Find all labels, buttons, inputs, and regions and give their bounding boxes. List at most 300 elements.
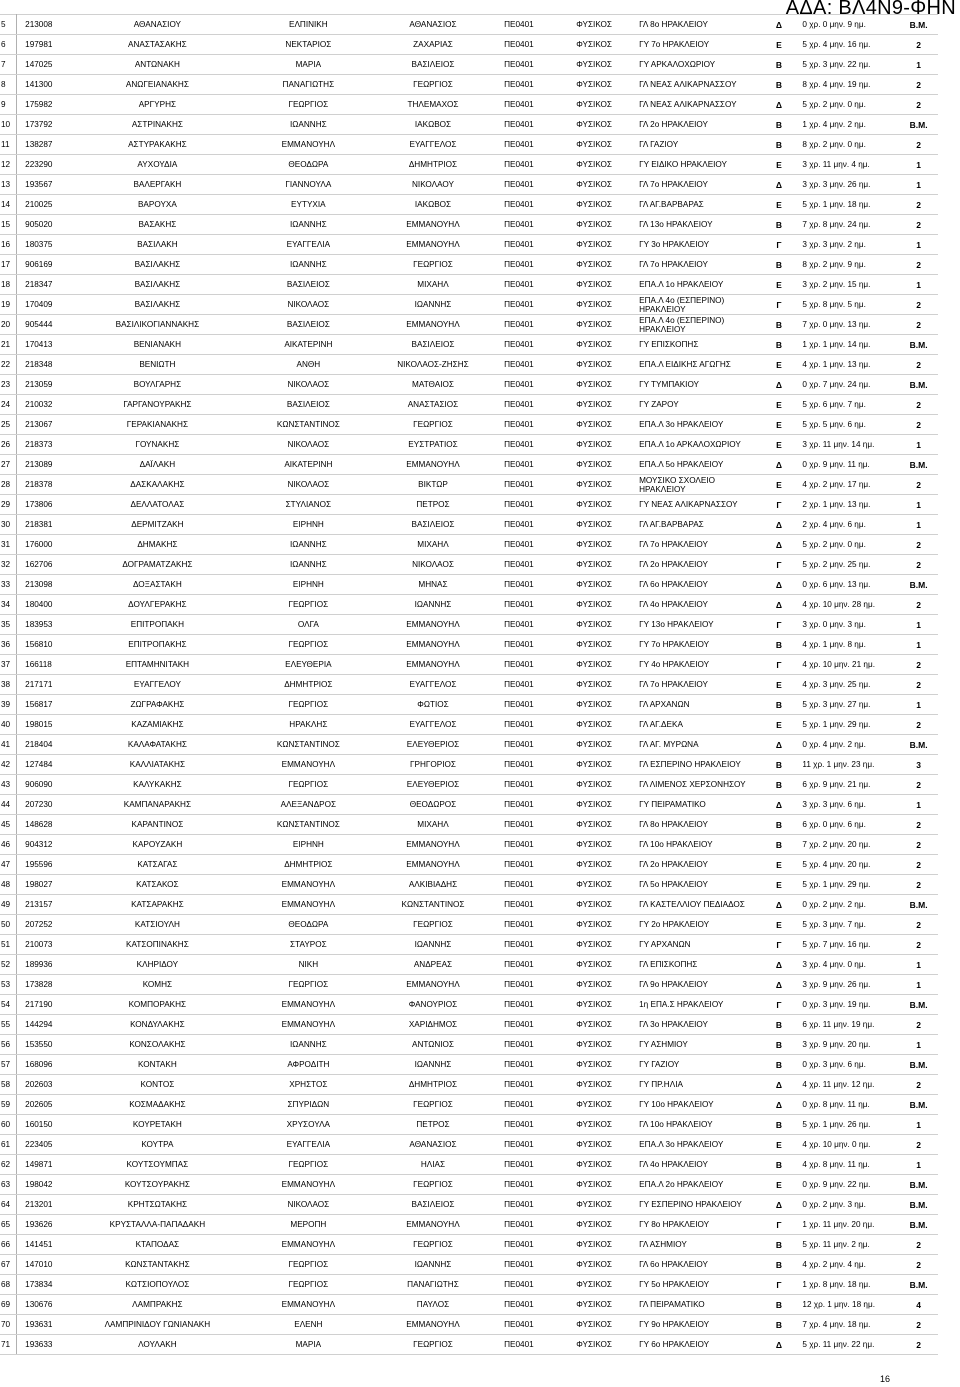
registry-number-cell: 148628 — [17, 815, 78, 835]
specialty-cell: ΦΥΣΙΚΟΣ — [551, 1215, 637, 1235]
table-row — [0, 695, 938, 715]
points-cell: 2 — [899, 555, 938, 575]
table-row — [0, 75, 938, 95]
service-time-cell: 3 χρ. 9 μην. 26 ημ. — [800, 975, 899, 995]
specialty-cell: ΦΥΣΙΚΟΣ — [551, 1095, 637, 1115]
surname-cell: ΒΑΡΟΥΧΑ — [77, 195, 237, 215]
specialty-code-cell: ΠΕ0401 — [487, 1215, 551, 1235]
school-cell: ΓΥ 10ο ΗΡΑΚΛΕΙΟΥ — [637, 1095, 757, 1115]
row-number-cell: 18 — [0, 275, 17, 295]
points-cell: Β.Μ. — [899, 575, 938, 595]
registry-number-cell: 218404 — [17, 735, 78, 755]
category-cell: Γ — [757, 935, 800, 955]
category-cell: Δ — [757, 975, 800, 995]
first-name-cell: ΕΙΡΗΝΗ — [237, 515, 379, 535]
row-number-cell: 69 — [0, 1295, 17, 1315]
points-cell: Β.Μ. — [899, 1095, 938, 1115]
row-number-cell: 36 — [0, 635, 17, 655]
surname-cell: ΚΑΛΑΦΑΤΑΚΗΣ — [77, 735, 237, 755]
specialty-code-cell: ΠΕ0401 — [487, 695, 551, 715]
service-time-cell: 3 χρ. 2 μην. 15 ημ. — [800, 275, 899, 295]
father-name-cell: ΠΑΝΑΓΙΩΤΗΣ — [379, 1275, 486, 1295]
points-cell: 3 — [899, 755, 938, 775]
row-number-cell: 6 — [0, 35, 17, 55]
category-cell: Β — [757, 1255, 800, 1275]
registry-number-cell: 138287 — [17, 135, 78, 155]
specialty-code-cell: ΠΕ0401 — [487, 995, 551, 1015]
school-cell: ΓΛ 5ο ΗΡΑΚΛΕΙΟΥ — [637, 875, 757, 895]
points-cell: 2 — [899, 215, 938, 235]
school-cell: ΓΛ ΑΣΗΜΙΟΥ — [637, 1235, 757, 1255]
registry-number-cell: 141451 — [17, 1235, 78, 1255]
father-name-cell: ΗΛΙΑΣ — [379, 1155, 486, 1175]
specialty-code-cell: ΠΕ0401 — [487, 275, 551, 295]
surname-cell: ΔΑΣΚΑΛΑΚΗΣ — [77, 475, 237, 495]
points-cell: 2 — [899, 395, 938, 415]
first-name-cell: ΣΤΑΥΡΟΣ — [237, 935, 379, 955]
specialty-cell: ΦΥΣΙΚΟΣ — [551, 555, 637, 575]
points-cell: 1 — [899, 975, 938, 995]
first-name-cell: ΚΩΝΣΤΑΝΤΙΝΟΣ — [237, 815, 379, 835]
father-name-cell: ΕΜΜΑΝΟΥΗΛ — [379, 215, 486, 235]
row-number-cell: 60 — [0, 1115, 17, 1135]
registry-number-cell: 168096 — [17, 1055, 78, 1075]
registry-number-cell: 175982 — [17, 95, 78, 115]
row-number-cell: 62 — [0, 1155, 17, 1175]
school-cell: ΓΛ 2ο ΗΡΑΚΛΕΙΟΥ — [637, 115, 757, 135]
surname-cell: ΚΟΝΔΥΛΑΚΗΣ — [77, 1015, 237, 1035]
table-row — [0, 1075, 938, 1095]
row-number-cell: 25 — [0, 415, 17, 435]
service-time-cell: 4 χρ. 2 μην. 4 ημ. — [800, 1255, 899, 1275]
first-name-cell: ΔΗΜΗΤΡΙΟΣ — [237, 675, 379, 695]
category-cell: Δ — [757, 95, 800, 115]
service-time-cell: 11 χρ. 1 μην. 23 ημ. — [800, 755, 899, 775]
points-cell: 1 — [899, 955, 938, 975]
category-cell: Ε — [757, 475, 800, 495]
row-number-cell: 67 — [0, 1255, 17, 1275]
specialty-cell: ΦΥΣΙΚΟΣ — [551, 1055, 637, 1075]
service-time-cell: 5 χρ. 8 μην. 5 ημ. — [800, 295, 899, 315]
registry-number-cell: 170409 — [17, 295, 78, 315]
category-cell: Ε — [757, 275, 800, 295]
service-time-cell: 5 χρ. 11 μην. 2 ημ. — [800, 1235, 899, 1255]
row-number-cell: 47 — [0, 855, 17, 875]
specialty-code-cell: ΠΕ0401 — [487, 1095, 551, 1115]
father-name-cell: ΠΕΤΡΟΣ — [379, 495, 486, 515]
specialty-cell: ΦΥΣΙΚΟΣ — [551, 115, 637, 135]
school-cell: ΓΛ ΕΠΙΣΚΟΠΗΣ — [637, 955, 757, 975]
row-number-cell: 32 — [0, 555, 17, 575]
specialty-cell: ΦΥΣΙΚΟΣ — [551, 975, 637, 995]
table-row — [0, 235, 938, 255]
surname-cell: ΑΣΤΥΡΑΚΑΚΗΣ — [77, 135, 237, 155]
table-row — [0, 995, 938, 1015]
first-name-cell: ΕΜΜΑΝΟΥΗΛ — [237, 1235, 379, 1255]
row-number-cell: 15 — [0, 215, 17, 235]
points-cell: 1 — [899, 55, 938, 75]
school-cell: ΓΥ ΑΣΗΜΙΟΥ — [637, 1035, 757, 1055]
points-cell: 2 — [899, 915, 938, 935]
specialty-cell: ΦΥΣΙΚΟΣ — [551, 855, 637, 875]
table-row — [0, 495, 938, 515]
surname-cell: ΚΟΥΤΣΟΥΜΠΑΣ — [77, 1155, 237, 1175]
specialty-code-cell: ΠΕ0401 — [487, 1115, 551, 1135]
surname-cell: ΚΑΖΑΜΙΑΚΗΣ — [77, 715, 237, 735]
school-cell: ΓΛ ΑΓ.ΒΑΡΒΑΡΑΣ — [637, 515, 757, 535]
category-cell: Γ — [757, 495, 800, 515]
surname-cell: ΒΑΣΙΛΑΚΗΣ — [77, 255, 237, 275]
school-cell: ΓΥ ΕΠΙΣΚΟΠΗΣ — [637, 335, 757, 355]
specialty-cell: ΦΥΣΙΚΟΣ — [551, 95, 637, 115]
specialty-code-cell: ΠΕ0401 — [487, 975, 551, 995]
specialty-code-cell: ΠΕ0401 — [487, 735, 551, 755]
row-number-cell: 28 — [0, 475, 17, 495]
first-name-cell: ΝΙΚΟΛΑΟΣ — [237, 295, 379, 315]
specialty-cell: ΦΥΣΙΚΟΣ — [551, 815, 637, 835]
points-cell: Β.Μ. — [899, 115, 938, 135]
page-number: 16 — [880, 1374, 891, 1384]
school-cell: ΜΟΥΣΙΚΟ ΣΧΟΛΕΙΟ ΗΡΑΚΛΕΙΟΥ — [637, 475, 757, 495]
father-name-cell: ΑΝΔΡΕΑΣ — [379, 955, 486, 975]
registry-number-cell: 193567 — [17, 175, 78, 195]
row-number-cell: 14 — [0, 195, 17, 215]
specialty-cell: ΦΥΣΙΚΟΣ — [551, 775, 637, 795]
registry-number-cell: 218378 — [17, 475, 78, 495]
school-cell: ΕΠΑ.Λ 3ο ΗΡΑΚΛΕΙΟΥ — [637, 415, 757, 435]
table-row — [0, 255, 938, 275]
row-number-cell: 52 — [0, 955, 17, 975]
service-time-cell: 4 χρ. 3 μην. 25 ημ. — [800, 675, 899, 695]
registry-number-cell: 153550 — [17, 1035, 78, 1055]
row-number-cell: 11 — [0, 135, 17, 155]
surname-cell: ΚΑΡΟΥΖΑΚΗ — [77, 835, 237, 855]
service-time-cell: 5 χρ. 2 μην. 25 ημ. — [800, 555, 899, 575]
surname-cell: ΓΟΥΝΑΚΗΣ — [77, 435, 237, 455]
row-number-cell: 44 — [0, 795, 17, 815]
table-row — [0, 1295, 938, 1315]
table-row — [0, 375, 938, 395]
registry-number-cell: 210073 — [17, 935, 78, 955]
registry-number-cell: 218348 — [17, 355, 78, 375]
points-cell: 2 — [899, 195, 938, 215]
points-cell: 2 — [899, 1315, 938, 1335]
father-name-cell: ΠΕΤΡΟΣ — [379, 1115, 486, 1135]
specialty-code-cell: ΠΕ0401 — [487, 595, 551, 615]
surname-cell: ΚΩΤΣΙΟΠΟΥΛΟΣ — [77, 1275, 237, 1295]
surname-cell: ΚΟΜΠΟΡΑΚΗΣ — [77, 995, 237, 1015]
first-name-cell: ΕΛΕΝΗ — [237, 1315, 379, 1335]
surname-cell: ΒΟΥΛΓΑΡΗΣ — [77, 375, 237, 395]
first-name-cell: ΒΑΣΙΛΕΙΟΣ — [237, 315, 379, 335]
specialty-cell: ΦΥΣΙΚΟΣ — [551, 915, 637, 935]
specialty-cell: ΦΥΣΙΚΟΣ — [551, 475, 637, 495]
table-body — [0, 15, 938, 1355]
registry-number-cell: 217190 — [17, 995, 78, 1015]
points-cell: 2 — [899, 655, 938, 675]
specialty-cell: ΦΥΣΙΚΟΣ — [551, 795, 637, 815]
school-cell: ΓΥ 3ο ΗΡΑΚΛΕΙΟΥ — [637, 235, 757, 255]
row-number-cell: 58 — [0, 1075, 17, 1095]
service-time-cell: 0 χρ. 3 μην. 19 ημ. — [800, 995, 899, 1015]
surname-cell: ΑΝΩΓΕΙΑΝΑΚΗΣ — [77, 75, 237, 95]
specialty-code-cell: ΠΕ0401 — [487, 195, 551, 215]
registry-number-cell: 127484 — [17, 755, 78, 775]
registry-number-cell: 156810 — [17, 635, 78, 655]
specialty-cell: ΦΥΣΙΚΟΣ — [551, 1295, 637, 1315]
surname-cell: ΒΑΣΙΛΑΚΗΣ — [77, 275, 237, 295]
category-cell: Δ — [757, 535, 800, 555]
father-name-cell: ΕΜΜΑΝΟΥΗΛ — [379, 1215, 486, 1235]
service-time-cell: 1 χρ. 8 μην. 18 ημ. — [800, 1275, 899, 1295]
father-name-cell: ΝΙΚΟΛΑΟΥ — [379, 175, 486, 195]
specialty-code-cell: ΠΕ0401 — [487, 815, 551, 835]
first-name-cell: ΙΩΑΝΝΗΣ — [237, 535, 379, 555]
registry-number-cell: 213008 — [17, 15, 78, 35]
registry-number-cell: 213089 — [17, 455, 78, 475]
category-cell: Β — [757, 335, 800, 355]
specialty-cell: ΦΥΣΙΚΟΣ — [551, 1235, 637, 1255]
school-cell: ΓΥ 7ο ΗΡΑΚΛΕΙΟΥ — [637, 635, 757, 655]
service-time-cell: 0 χρ. 9 μην. 11 ημ. — [800, 455, 899, 475]
surname-cell: ΔΟΥΛΓΕΡΑΚΗΣ — [77, 595, 237, 615]
first-name-cell: ΕΥΑΓΓΕΛΙΑ — [237, 1135, 379, 1155]
service-time-cell: 4 χρ. 2 μην. 17 ημ. — [800, 475, 899, 495]
registry-number-cell: 210032 — [17, 395, 78, 415]
specialty-cell: ΦΥΣΙΚΟΣ — [551, 1195, 637, 1215]
specialty-cell: ΦΥΣΙΚΟΣ — [551, 15, 637, 35]
registry-number-cell: 904312 — [17, 835, 78, 855]
father-name-cell: ΕΜΜΑΝΟΥΗΛ — [379, 1315, 486, 1335]
category-cell: Ε — [757, 675, 800, 695]
registry-number-cell: 166118 — [17, 655, 78, 675]
specialty-cell: ΦΥΣΙΚΟΣ — [551, 1035, 637, 1055]
category-cell: Γ — [757, 615, 800, 635]
father-name-cell: ΕΛΕΥΘΕΡΙΟΣ — [379, 775, 486, 795]
service-time-cell: 6 χρ. 0 μην. 6 ημ. — [800, 815, 899, 835]
specialty-code-cell: ΠΕ0401 — [487, 755, 551, 775]
registry-number-cell: 130676 — [17, 1295, 78, 1315]
service-time-cell: 5 χρ. 4 μην. 16 ημ. — [800, 35, 899, 55]
category-cell: Ε — [757, 915, 800, 935]
row-number-cell: 43 — [0, 775, 17, 795]
first-name-cell: ΜΑΡΙΑ — [237, 55, 379, 75]
row-number-cell: 71 — [0, 1335, 17, 1355]
specialty-code-cell: ΠΕ0401 — [487, 795, 551, 815]
service-time-cell: 6 χρ. 9 μην. 21 ημ. — [800, 775, 899, 795]
registry-number-cell: 906169 — [17, 255, 78, 275]
registry-number-cell: 213067 — [17, 415, 78, 435]
specialty-code-cell: ΠΕ0401 — [487, 675, 551, 695]
service-time-cell: 0 χρ. 7 μην. 24 ημ. — [800, 375, 899, 395]
category-cell: Β — [757, 1015, 800, 1035]
father-name-cell: ΕΥΑΓΓΕΛΟΣ — [379, 715, 486, 735]
specialty-code-cell: ΠΕ0401 — [487, 495, 551, 515]
points-cell: 2 — [899, 355, 938, 375]
service-time-cell: 4 χρ. 1 μην. 8 ημ. — [800, 635, 899, 655]
surname-cell: ΑΥΧΟΥΔΙΑ — [77, 155, 237, 175]
row-number-cell: 26 — [0, 435, 17, 455]
registry-number-cell: 218373 — [17, 435, 78, 455]
specialty-code-cell: ΠΕ0401 — [487, 75, 551, 95]
specialty-cell: ΦΥΣΙΚΟΣ — [551, 895, 637, 915]
points-cell: 2 — [899, 835, 938, 855]
surname-cell: ΚΟΝΤΟΣ — [77, 1075, 237, 1095]
school-cell: ΓΛ ΛΙΜΕΝΟΣ ΧΕΡΣΟΝΗΣΟΥ — [637, 775, 757, 795]
first-name-cell: ΙΩΑΝΝΗΣ — [237, 115, 379, 135]
specialty-cell: ΦΥΣΙΚΟΣ — [551, 455, 637, 475]
table-row — [0, 595, 938, 615]
school-cell: ΓΛ 8ο ΗΡΑΚΛΕΙΟΥ — [637, 15, 757, 35]
points-cell: Β.Μ. — [899, 1175, 938, 1195]
service-time-cell: 0 χρ. 3 μην. 6 ημ. — [800, 1055, 899, 1075]
specialty-code-cell: ΠΕ0401 — [487, 455, 551, 475]
points-cell: 2 — [899, 935, 938, 955]
first-name-cell: ΠΑΝΑΓΙΩΤΗΣ — [237, 75, 379, 95]
school-cell: ΓΛ 6ο ΗΡΑΚΛΕΙΟΥ — [637, 1255, 757, 1275]
surname-cell: ΚΑΛΥΚΑΚΗΣ — [77, 775, 237, 795]
first-name-cell: ΓΕΩΡΓΙΟΣ — [237, 975, 379, 995]
category-cell: Β — [757, 835, 800, 855]
specialty-code-cell: ΠΕ0401 — [487, 1135, 551, 1155]
category-cell: Ε — [757, 435, 800, 455]
first-name-cell: ΚΩΝΣΤΑΝΤΙΝΟΣ — [237, 415, 379, 435]
surname-cell: ΔΕΛΛΑΤΟΛΑΣ — [77, 495, 237, 515]
category-cell: Β — [757, 1035, 800, 1055]
school-cell: ΕΠΑ.Λ ΕΙΔΙΚΗΣ ΑΓΩΓΗΣ — [637, 355, 757, 375]
row-number-cell: 50 — [0, 915, 17, 935]
first-name-cell: ΣΤΥΛΙΑΝΟΣ — [237, 495, 379, 515]
points-cell: 2 — [899, 135, 938, 155]
service-time-cell: 5 χρ. 3 μην. 27 ημ. — [800, 695, 899, 715]
specialty-code-cell: ΠΕ0401 — [487, 175, 551, 195]
specialty-cell: ΦΥΣΙΚΟΣ — [551, 255, 637, 275]
registry-number-cell: 202605 — [17, 1095, 78, 1115]
first-name-cell: ΕΜΜΑΝΟΥΗΛ — [237, 1295, 379, 1315]
registry-number-cell: 198027 — [17, 875, 78, 895]
points-cell: 1 — [899, 1115, 938, 1135]
specialty-code-cell: ΠΕ0401 — [487, 1195, 551, 1215]
points-cell: 2 — [899, 1335, 938, 1355]
first-name-cell: ΕΜΜΑΝΟΥΗΛ — [237, 1175, 379, 1195]
specialty-code-cell: ΠΕ0401 — [487, 355, 551, 375]
service-time-cell: 3 χρ. 0 μην. 3 ημ. — [800, 615, 899, 635]
table-row — [0, 555, 938, 575]
category-cell: Β — [757, 215, 800, 235]
specialty-cell: ΦΥΣΙΚΟΣ — [551, 155, 637, 175]
school-cell: ΓΛ 4ο ΗΡΑΚΛΕΙΟΥ — [637, 595, 757, 615]
service-time-cell: 5 χρ. 1 μην. 18 ημ. — [800, 195, 899, 215]
father-name-cell: ΕΜΜΑΝΟΥΗΛ — [379, 635, 486, 655]
category-cell: Δ — [757, 375, 800, 395]
school-cell: ΓΥ ΝΕΑΣ ΑΛΙΚΑΡΝΑΣΣΟΥ — [637, 495, 757, 515]
row-number-cell: 21 — [0, 335, 17, 355]
category-cell: Ε — [757, 195, 800, 215]
points-cell: 2 — [899, 1235, 938, 1255]
category-cell: Ε — [757, 1175, 800, 1195]
service-time-cell: 4 χρ. 10 μην. 28 ημ. — [800, 595, 899, 615]
table-row — [0, 55, 938, 75]
father-name-cell: ΦΩΤΙΟΣ — [379, 695, 486, 715]
surname-cell: ΑΝΑΣΤΑΣΑΚΗΣ — [77, 35, 237, 55]
table-row — [0, 1115, 938, 1135]
specialty-code-cell: ΠΕ0401 — [487, 1255, 551, 1275]
first-name-cell: ΧΡΥΣΟΥΛΑ — [237, 1115, 379, 1135]
first-name-cell: ΕΥΑΓΓΕΛΙΑ — [237, 235, 379, 255]
school-cell: ΕΠΑ.Λ 2ο ΗΡΑΚΛΕΙΟΥ — [637, 1175, 757, 1195]
row-number-cell: 64 — [0, 1195, 17, 1215]
service-time-cell: 7 χρ. 4 μην. 18 ημ. — [800, 1315, 899, 1335]
specialty-cell: ΦΥΣΙΚΟΣ — [551, 355, 637, 375]
service-time-cell: 0 χρ. 9 μην. 22 ημ. — [800, 1175, 899, 1195]
specialty-code-cell: ΠΕ0401 — [487, 895, 551, 915]
first-name-cell: ΔΗΜΗΤΡΙΟΣ — [237, 855, 379, 875]
first-name-cell: ΓΕΩΡΓΙΟΣ — [237, 95, 379, 115]
specialty-code-cell: ΠΕ0401 — [487, 255, 551, 275]
specialty-cell: ΦΥΣΙΚΟΣ — [551, 435, 637, 455]
category-cell: Δ — [757, 515, 800, 535]
table-row — [0, 975, 938, 995]
school-cell: ΓΥ ΖΑΡΟΥ — [637, 395, 757, 415]
school-cell: ΓΛ 7ο ΗΡΑΚΛΕΙΟΥ — [637, 175, 757, 195]
row-number-cell: 30 — [0, 515, 17, 535]
registry-number-cell: 218347 — [17, 275, 78, 295]
father-name-cell: ΦΑΝΟΥΡΙΟΣ — [379, 995, 486, 1015]
specialty-cell: ΦΥΣΙΚΟΣ — [551, 215, 637, 235]
father-name-cell: ΙΩΑΝΝΗΣ — [379, 935, 486, 955]
specialty-code-cell: ΠΕ0401 — [487, 115, 551, 135]
table-row — [0, 435, 938, 455]
category-cell: Δ — [757, 895, 800, 915]
specialty-cell: ΦΥΣΙΚΟΣ — [551, 35, 637, 55]
first-name-cell: ΒΑΣΙΛΕΙΟΣ — [237, 275, 379, 295]
row-number-cell: 40 — [0, 715, 17, 735]
service-time-cell: 3 χρ. 11 μην. 4 ημ. — [800, 155, 899, 175]
table-row — [0, 955, 938, 975]
registry-number-cell: 217171 — [17, 675, 78, 695]
father-name-cell: ΕΜΜΑΝΟΥΗΛ — [379, 235, 486, 255]
category-cell: Δ — [757, 1075, 800, 1095]
first-name-cell: ΘΕΟΔΩΡΑ — [237, 155, 379, 175]
father-name-cell: ΘΕΟΔΩΡΟΣ — [379, 795, 486, 815]
specialty-code-cell: ΠΕ0401 — [487, 1015, 551, 1035]
school-cell: ΕΠΑ.Λ 5ο ΗΡΑΚΛΕΙΟΥ — [637, 455, 757, 475]
school-cell: ΓΥ ΤΥΜΠΑΚΙΟΥ — [637, 375, 757, 395]
category-cell: Δ — [757, 1335, 800, 1355]
category-cell: Β — [757, 635, 800, 655]
school-cell: ΓΛ ΝΕΑΣ ΑΛΙΚΑΡΝΑΣΣΟΥ — [637, 95, 757, 115]
first-name-cell: ΝΙΚΗ — [237, 955, 379, 975]
row-number-cell: 46 — [0, 835, 17, 855]
school-cell: 1η ΕΠΑ.Σ ΗΡΑΚΛΕΙΟΥ — [637, 995, 757, 1015]
father-name-cell: ΙΩΑΝΝΗΣ — [379, 595, 486, 615]
row-number-cell: 56 — [0, 1035, 17, 1055]
points-cell: 2 — [899, 255, 938, 275]
service-time-cell: 5 χρ. 4 μην. 20 ημ. — [800, 855, 899, 875]
specialty-cell: ΦΥΣΙΚΟΣ — [551, 55, 637, 75]
first-name-cell: ΕΛΠΙΝΙΚΗ — [237, 15, 379, 35]
first-name-cell: ΚΩΝΣΤΑΝΤΙΝΟΣ — [237, 735, 379, 755]
surname-cell: ΚΑΡΑΝΤΙΝΟΣ — [77, 815, 237, 835]
specialty-cell: ΦΥΣΙΚΟΣ — [551, 315, 637, 335]
school-cell: ΓΛ ΝΕΑΣ ΑΛΙΚΑΡΝΑΣΣΟΥ — [637, 75, 757, 95]
school-cell: ΓΥ 4ο ΗΡΑΚΛΕΙΟΥ — [637, 655, 757, 675]
service-time-cell: 2 χρ. 1 μην. 13 ημ. — [800, 495, 899, 515]
specialty-code-cell: ΠΕ0401 — [487, 295, 551, 315]
registry-number-cell: 149871 — [17, 1155, 78, 1175]
registry-number-cell: 218381 — [17, 515, 78, 535]
category-cell: Ε — [757, 715, 800, 735]
